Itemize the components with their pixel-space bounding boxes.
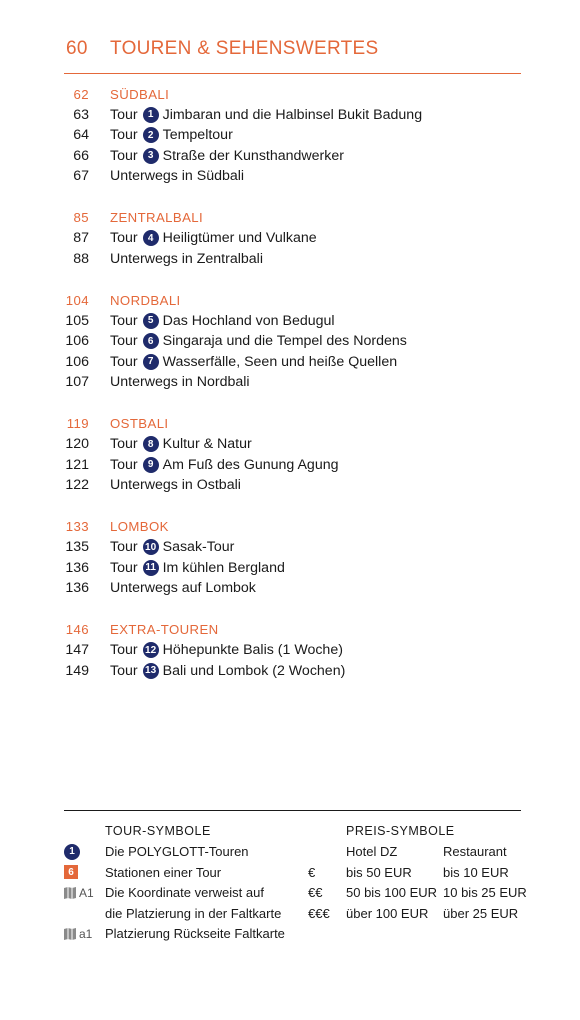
section-heading (0, 290, 580, 311)
header-title: TOUREN & SEHENSWERTES (110, 38, 379, 59)
entry-text (110, 457, 338, 473)
section-title: EXTRA-TOUREN (110, 622, 219, 638)
tour-number-icon: 3 (143, 148, 159, 164)
legend-desc: Stationen einer Tour (105, 864, 222, 880)
entry-page-number: 66 (73, 147, 89, 164)
entry-page-number: 87 (73, 230, 89, 247)
map-icon: A1 (64, 886, 94, 900)
entry-label: Unterwegs in Südbali (110, 168, 245, 185)
hotel-column-head: Hotel DZ (346, 844, 398, 860)
section-heading (0, 84, 580, 105)
tour-number-icon: 1 (143, 107, 159, 123)
legend-row (0, 842, 580, 863)
entry-text (110, 642, 343, 658)
entry-label: Unterwegs in Nordbali (110, 374, 250, 391)
entry-label: Heiligtümer und Vulkane (162, 230, 317, 247)
entry-page-number: 120 (65, 436, 89, 453)
entry-text (110, 663, 345, 679)
toc-section (0, 208, 580, 270)
legend-row (0, 883, 580, 904)
price-symbol: €€€ (308, 905, 330, 921)
section-title: NORDBALI (110, 292, 181, 308)
toc-entry[interactable] (0, 537, 580, 558)
price-symbol: € (308, 864, 316, 880)
toc-entry[interactable] (0, 146, 580, 167)
toc-entry[interactable] (0, 331, 580, 352)
entry-page-number: 64 (73, 127, 89, 144)
tour-word: Tour (110, 147, 138, 164)
price-symbols-title: PREIS-SYMBOLE (346, 824, 455, 839)
entry-label: Sasak-Tour (162, 539, 235, 556)
tour-number-icon: 6 (143, 333, 159, 349)
entry-page-number: 149 (65, 662, 89, 679)
entry-page-number: 107 (65, 374, 89, 391)
entry-text (110, 374, 250, 390)
legend-desc: Die POLYGLOTT-Touren (105, 844, 249, 860)
hotel-price: bis 50 EUR (346, 864, 412, 880)
entry-text (110, 148, 344, 164)
tour-number-icon: 4 (143, 230, 159, 246)
tour-badge-icon: 1 (64, 844, 80, 860)
section-page-number: 62 (73, 86, 89, 102)
restaurant-price: 10 bis 25 EUR (443, 885, 527, 901)
entry-label: Am Fuß des Gunung Agung (162, 456, 339, 473)
section-page-number: 146 (65, 622, 89, 638)
section-title: OSTBALI (110, 416, 169, 432)
hotel-price: 50 bis 100 EUR (346, 885, 438, 901)
entry-label: Singaraja und die Tempel des Nordens (162, 333, 407, 350)
entry-text (110, 539, 234, 555)
entry-label: Unterwegs auf Lombok (110, 580, 256, 597)
entry-text (110, 333, 407, 349)
tour-number-icon: 10 (143, 539, 159, 555)
entry-page-number: 88 (73, 250, 89, 267)
toc-entry[interactable] (0, 105, 580, 126)
entry-page-number: 122 (65, 477, 89, 494)
section-page-number: 119 (66, 416, 89, 432)
toc-entry[interactable] (0, 125, 580, 146)
section-heading (0, 208, 580, 229)
header-divider (64, 73, 521, 74)
restaurant-price: bis 10 EUR (443, 864, 509, 880)
entry-page-number: 135 (65, 539, 89, 556)
toc-entry[interactable] (0, 661, 580, 682)
toc-entry[interactable] (0, 166, 580, 187)
section-heading (0, 414, 580, 435)
toc-entry[interactable] (0, 640, 580, 661)
toc-section (0, 620, 580, 682)
restaurant-column-head: Restaurant (443, 844, 507, 860)
table-of-contents (0, 84, 580, 702)
toc-section (0, 84, 580, 187)
hotel-price: über 100 EUR (346, 905, 429, 921)
toc-entry[interactable] (0, 475, 580, 496)
toc-entry[interactable] (0, 249, 580, 270)
tour-number-icon: 2 (143, 127, 159, 143)
section-heading (0, 517, 580, 538)
map-back-icon: a1 (64, 927, 92, 941)
entry-label: Bali und Lombok (2 Wochen) (162, 662, 346, 679)
section-title: LOMBOK (110, 519, 169, 535)
entry-text (110, 230, 317, 246)
entry-text (110, 560, 285, 576)
tour-word: Tour (110, 333, 138, 350)
entry-page-number: 106 (65, 353, 89, 370)
toc-section (0, 414, 580, 496)
tour-word: Tour (110, 312, 138, 329)
entry-text (110, 580, 256, 596)
toc-section (0, 517, 580, 599)
entry-label: Wasserfälle, Seen und heiße Quellen (162, 353, 398, 370)
tour-word: Tour (110, 539, 138, 556)
toc-entry[interactable] (0, 228, 580, 249)
entry-page-number: 136 (65, 580, 89, 597)
legend-desc: Die Koordinate verweist auf (105, 885, 264, 901)
entry-text (110, 313, 335, 329)
header-page-number: 60 (66, 38, 88, 59)
section-title: SÜDBALI (110, 86, 170, 102)
tour-word: Tour (110, 106, 138, 123)
section-page-number: 85 (73, 210, 89, 226)
legend-row (0, 862, 580, 883)
tour-word: Tour (110, 662, 138, 679)
legend-row (0, 903, 580, 924)
entry-label: Tempeltour (162, 127, 233, 144)
legend-divider (64, 810, 521, 811)
tour-number-icon: 5 (143, 313, 159, 329)
toc-entry[interactable] (0, 352, 580, 373)
entry-text (110, 354, 397, 370)
entry-page-number: 105 (65, 312, 89, 329)
legend-row (0, 924, 580, 945)
entry-page-number: 106 (65, 333, 89, 350)
entry-label: Jimbaran und die Halbinsel Bukit Badung (162, 106, 423, 123)
section-page-number: 104 (65, 292, 89, 308)
legend-header-row (0, 821, 580, 842)
entry-page-number: 121 (65, 456, 89, 473)
tour-word: Tour (110, 127, 138, 144)
entry-page-number: 147 (65, 642, 89, 659)
entry-page-number: 63 (73, 106, 89, 123)
entry-text (110, 436, 252, 452)
tour-number-icon: 13 (143, 663, 159, 679)
entry-text (110, 107, 422, 123)
entry-label: Unterwegs in Zentralbali (110, 250, 263, 267)
tour-number-icon: 8 (143, 436, 159, 452)
section-page-number: 133 (65, 519, 89, 535)
tour-word: Tour (110, 559, 138, 576)
entry-page-number: 67 (73, 168, 89, 185)
tour-number-icon: 7 (143, 354, 159, 370)
entry-label: Unterwegs in Ostbali (110, 477, 241, 494)
entry-text (110, 251, 263, 267)
toc-entry[interactable] (0, 558, 580, 579)
section-title: ZENTRALBALI (110, 210, 204, 226)
tour-word: Tour (110, 353, 138, 370)
entry-label: Straße der Kunsthandwerker (162, 147, 344, 164)
entry-text (110, 168, 244, 184)
tour-number-icon: 12 (143, 642, 159, 658)
toc-entry[interactable] (0, 372, 580, 393)
tour-word: Tour (110, 642, 138, 659)
legend (0, 821, 580, 944)
toc-entry[interactable] (0, 455, 580, 476)
tour-number-icon: 11 (143, 560, 159, 576)
price-symbol: €€ (308, 885, 323, 901)
toc-section (0, 290, 580, 393)
page-header (66, 38, 521, 60)
entry-label: Höhepunkte Balis (1 Woche) (162, 642, 343, 659)
entry-page-number: 136 (65, 559, 89, 576)
entry-text (110, 477, 241, 493)
legend-desc: die Platzierung in der Faltkarte (105, 905, 282, 921)
section-heading (0, 620, 580, 641)
toc-entry[interactable] (0, 434, 580, 455)
legend-desc: Platzierung Rückseite Faltkarte (105, 926, 285, 942)
tour-word: Tour (110, 230, 138, 247)
restaurant-price: über 25 EUR (443, 905, 519, 921)
toc-entry[interactable] (0, 311, 580, 332)
toc-entry[interactable] (0, 578, 580, 599)
tour-word: Tour (110, 436, 138, 453)
entry-label: Das Hochland von Bedugul (162, 312, 335, 329)
tour-number-icon: 9 (143, 457, 159, 473)
entry-label: Kultur & Natur (162, 436, 252, 453)
entry-label: Im kühlen Bergland (162, 559, 285, 576)
tour-symbols-title: TOUR-SYMBOLE (105, 824, 211, 839)
station-square-icon: 6 (64, 865, 78, 879)
entry-text (110, 127, 233, 143)
tour-word: Tour (110, 456, 138, 473)
